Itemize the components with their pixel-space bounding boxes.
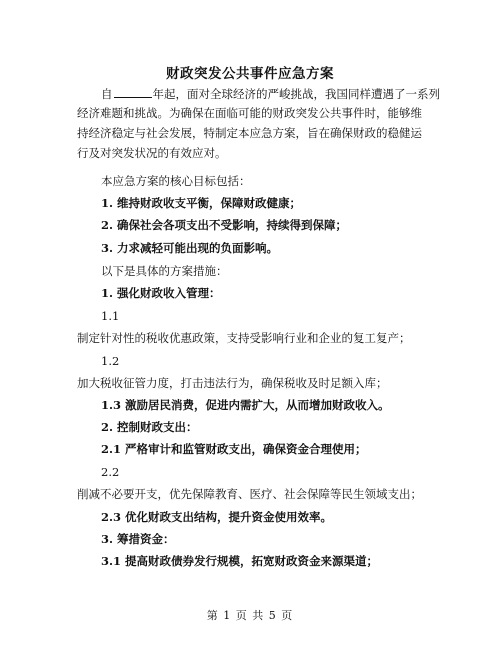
measure-1-3: 1.3 激励居民消费，促进内需扩大，从而增加财政收入。 [101, 398, 390, 412]
intro-line-1-rest: 年起，面对全球经济的严峻挑战，我国同样遭遇了一系列 [152, 87, 440, 101]
measure-1-2-text: 加大税收征管力度，打击违法行为，确保税收及时足额入库； [77, 376, 388, 390]
measure-2-2-text: 削减不必要开支，优先保障教育、医疗、社会保障等民生领域支出； [77, 487, 422, 501]
intro-line-1 [101, 87, 440, 101]
measure-1-2-number: 1.2 [101, 354, 120, 368]
goal-item-1: 1. 维持财政收支平衡，保障财政健康； [101, 196, 302, 210]
measure-1-1-text: 制定针对性的税收优惠政策，支持受影响行业和企业的复工复产； [77, 331, 411, 345]
measure-2-heading: 2. 控制财政支出： [101, 420, 198, 434]
measure-2-1: 2.1 严格审计和监管财政支出，确保资金合理使用； [101, 442, 367, 456]
intro-line-2: 经济难题和挑战。为确保在面临可能的财政突发公共事件时，能够维 [77, 106, 422, 120]
intro-line-3: 持经济稳定与社会发展，特制定本应急方案，旨在确保财政的稳健运 [77, 126, 422, 140]
measure-1-heading: 1. 强化财政收入管理： [101, 286, 221, 300]
measures-intro: 以下是具体的方案措施： [101, 264, 228, 278]
goal-item-2: 2. 确保社会各项支出不受影响，持续得到保障； [101, 218, 348, 232]
page-title: 财政突发公共事件应急方案 [166, 66, 334, 82]
intro-line-1-start: 自 [101, 87, 113, 101]
measure-3-1: 3.1 提高财政债券发行规模，拓宽财政资金来源渠道； [101, 554, 379, 568]
page-footer: 第 1 页 共 5 页 [206, 609, 294, 622]
intro-line-4: 行及对突发状况的有效应对。 [77, 146, 227, 160]
measure-2-2-number: 2.2 [101, 465, 120, 479]
measure-3-heading: 3. 筹措资金： [101, 532, 175, 546]
goal-item-3: 3. 力求减轻可能出现的负面影响。 [101, 241, 279, 255]
measure-1-1-number: 1.1 [101, 309, 120, 323]
measure-2-3: 2.3 优化财政支出结构，提升资金使用效率。 [101, 510, 333, 524]
year-blank [114, 87, 152, 98]
goals-intro: 本应急方案的核心目标包括： [101, 174, 251, 188]
